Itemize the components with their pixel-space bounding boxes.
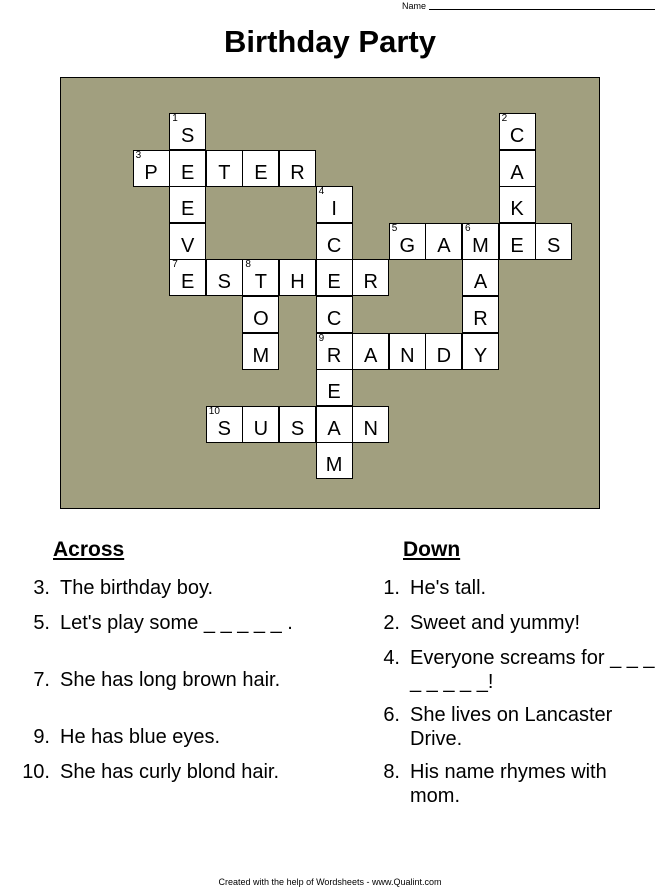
across-heading: Across: [53, 538, 125, 561]
cell-letter: C: [326, 308, 342, 330]
clue-text: She lives on Lancaster Drive.: [410, 704, 613, 750]
crossword-cell[interactable]: [206, 150, 243, 187]
clue-text: Everyone screams for _ _ _ _ _ _ _ _!: [410, 647, 655, 693]
across-clue: [12, 725, 312, 749]
clue-num: 9.: [33, 726, 50, 748]
crossword-cell[interactable]: [169, 223, 206, 260]
clue-number: 6: [465, 222, 471, 234]
clue-text: She has long brown hair.: [60, 669, 281, 691]
clue-text: He's tall.: [410, 577, 487, 599]
clue-number: 8: [245, 259, 251, 271]
clue-num: 10.: [22, 761, 50, 783]
crossword-cell[interactable]: [499, 186, 536, 223]
crossword-cell[interactable]: [316, 369, 353, 406]
cell-letter: P: [144, 161, 158, 184]
clue-number: 10: [208, 405, 220, 417]
cell-letter: A: [327, 417, 341, 440]
clue-text: She has curly blond hair.: [60, 761, 280, 783]
cell-letter: S: [217, 417, 231, 440]
crossword-cell[interactable]: [462, 333, 499, 370]
crossword-cell[interactable]: [352, 406, 389, 443]
across-clue: [12, 576, 312, 600]
cell-letter: S: [290, 417, 305, 440]
crossword-cell[interactable]: [425, 223, 462, 260]
cell-letter: H: [290, 271, 305, 294]
crossword-cell[interactable]: [462, 223, 499, 260]
crossword-cell[interactable]: [169, 150, 206, 187]
clue-num: 7.: [33, 669, 50, 691]
crossword-cell[interactable]: [425, 333, 462, 370]
cell-letter: V: [181, 234, 195, 257]
clue-number: 3: [135, 149, 142, 161]
crossword-cell[interactable]: [499, 223, 536, 260]
clue-number: 9: [318, 332, 325, 344]
crossword-cell[interactable]: [133, 150, 170, 187]
crossword-grid: [60, 77, 600, 509]
footer-credit: Created with the help of Wordsheets - www.Qualint.com: [218, 877, 442, 887]
clue-num: 6.: [383, 704, 400, 726]
down-clue: [362, 646, 660, 692]
cell-letter: K: [510, 198, 524, 221]
clue-text: He has blue eyes.: [60, 726, 221, 748]
crossword-cell[interactable]: [316, 186, 353, 223]
down-clue: [362, 611, 660, 635]
name-underline: [429, 0, 655, 10]
cell-letter: S: [547, 234, 561, 257]
crossword-cell[interactable]: [352, 333, 389, 370]
cell-letter: O: [253, 308, 269, 330]
clue-text: The birthday boy.: [60, 577, 214, 599]
cell-letter: U: [253, 417, 269, 440]
cell-letter: E: [510, 234, 524, 257]
crossword-cell[interactable]: [499, 113, 536, 150]
across-clue: [12, 760, 312, 806]
clue-num: 1.: [383, 577, 400, 599]
across-clue: [12, 611, 312, 657]
crossword-cell[interactable]: [279, 406, 316, 443]
cell-letter: C: [326, 234, 342, 257]
crossword-cell[interactable]: [242, 259, 279, 296]
crossword-cell[interactable]: [316, 223, 353, 260]
crossword-cell[interactable]: [206, 259, 243, 296]
cell-letter: R: [326, 344, 342, 367]
crossword-cell[interactable]: [169, 259, 206, 296]
cell-letter: A: [364, 344, 378, 367]
cell-letter: E: [181, 198, 195, 221]
down-clue: [362, 703, 660, 749]
cell-letter: E: [254, 161, 268, 184]
cell-letter: M: [325, 454, 343, 477]
down-clue: [362, 760, 660, 806]
clue-text: Sweet and yummy!: [410, 612, 581, 634]
cell-letter: T: [218, 161, 231, 184]
crossword-cell[interactable]: [279, 150, 316, 187]
crossword-cell[interactable]: [279, 259, 316, 296]
clue-number: 7: [172, 259, 178, 271]
page-title: Birthday Party: [224, 24, 436, 59]
across-clue: [12, 668, 312, 714]
cell-letter: S: [181, 125, 195, 147]
down-heading: Down: [403, 538, 461, 561]
crossword-cell[interactable]: [316, 406, 353, 443]
name-field[interactable]: [402, 0, 655, 12]
cell-letter: N: [363, 417, 378, 440]
clue-num: 5.: [33, 612, 50, 634]
across-clues: [12, 535, 312, 806]
down-clues: [362, 535, 660, 806]
down-clue: [362, 576, 660, 600]
cell-letter: D: [436, 344, 452, 367]
crossword-cell[interactable]: [316, 296, 353, 333]
clue-text: Let's play some _ _ _ _ _ .: [60, 612, 293, 634]
cell-letter: Y: [473, 344, 488, 367]
cell-letter: E: [181, 271, 195, 294]
crossword-cell[interactable]: [535, 223, 572, 260]
cell-letter: E: [327, 381, 341, 404]
crossword-cell[interactable]: [169, 113, 206, 150]
cell-letter: A: [437, 234, 451, 257]
crossword-cell[interactable]: [352, 259, 389, 296]
cell-letter: G: [399, 234, 416, 257]
clue-number: 1: [172, 113, 178, 124]
cell-letter: S: [217, 271, 231, 294]
crossword-cell[interactable]: [316, 442, 353, 479]
clue-num: 3.: [33, 577, 50, 599]
crossword-cell[interactable]: [242, 333, 279, 370]
cell-letter: R: [363, 271, 378, 294]
crossword-cell[interactable]: [389, 223, 426, 260]
clue-text: His name rhymes with mom.: [410, 761, 607, 807]
clue-num: 4.: [383, 647, 400, 669]
cell-letter: T: [254, 271, 267, 294]
crossword-cell[interactable]: [499, 150, 536, 187]
crossword-cell[interactable]: [206, 406, 243, 443]
name-label: Name: [402, 1, 427, 11]
cell-letter: N: [400, 344, 415, 367]
cell-letter: E: [181, 161, 195, 184]
clue-num: 2.: [383, 612, 400, 634]
crossword-cell[interactable]: [462, 296, 499, 333]
crossword-cell[interactable]: [316, 333, 353, 370]
crossword-cell[interactable]: [242, 296, 279, 333]
cell-letter: A: [473, 271, 488, 294]
crossword-cell[interactable]: [242, 150, 279, 187]
cell-letter: R: [290, 161, 305, 184]
cell-letter: A: [510, 161, 524, 184]
crossword-cell[interactable]: [169, 186, 206, 223]
crossword-cell[interactable]: [389, 333, 426, 370]
clue-num: 8.: [383, 761, 400, 783]
clue-number: 4: [318, 186, 325, 198]
cell-letter: C: [509, 125, 525, 147]
cell-letter: I: [331, 198, 337, 221]
cell-letter: E: [327, 271, 341, 294]
crossword-cell[interactable]: [316, 259, 353, 296]
cell-letter: R: [473, 308, 488, 330]
crossword-cell[interactable]: [242, 406, 279, 443]
clue-number: 2: [501, 113, 508, 124]
cell-letter: M: [472, 234, 489, 257]
crossword-cell[interactable]: [462, 259, 499, 296]
cell-letter: M: [252, 344, 270, 367]
clue-number: 5: [391, 222, 398, 234]
